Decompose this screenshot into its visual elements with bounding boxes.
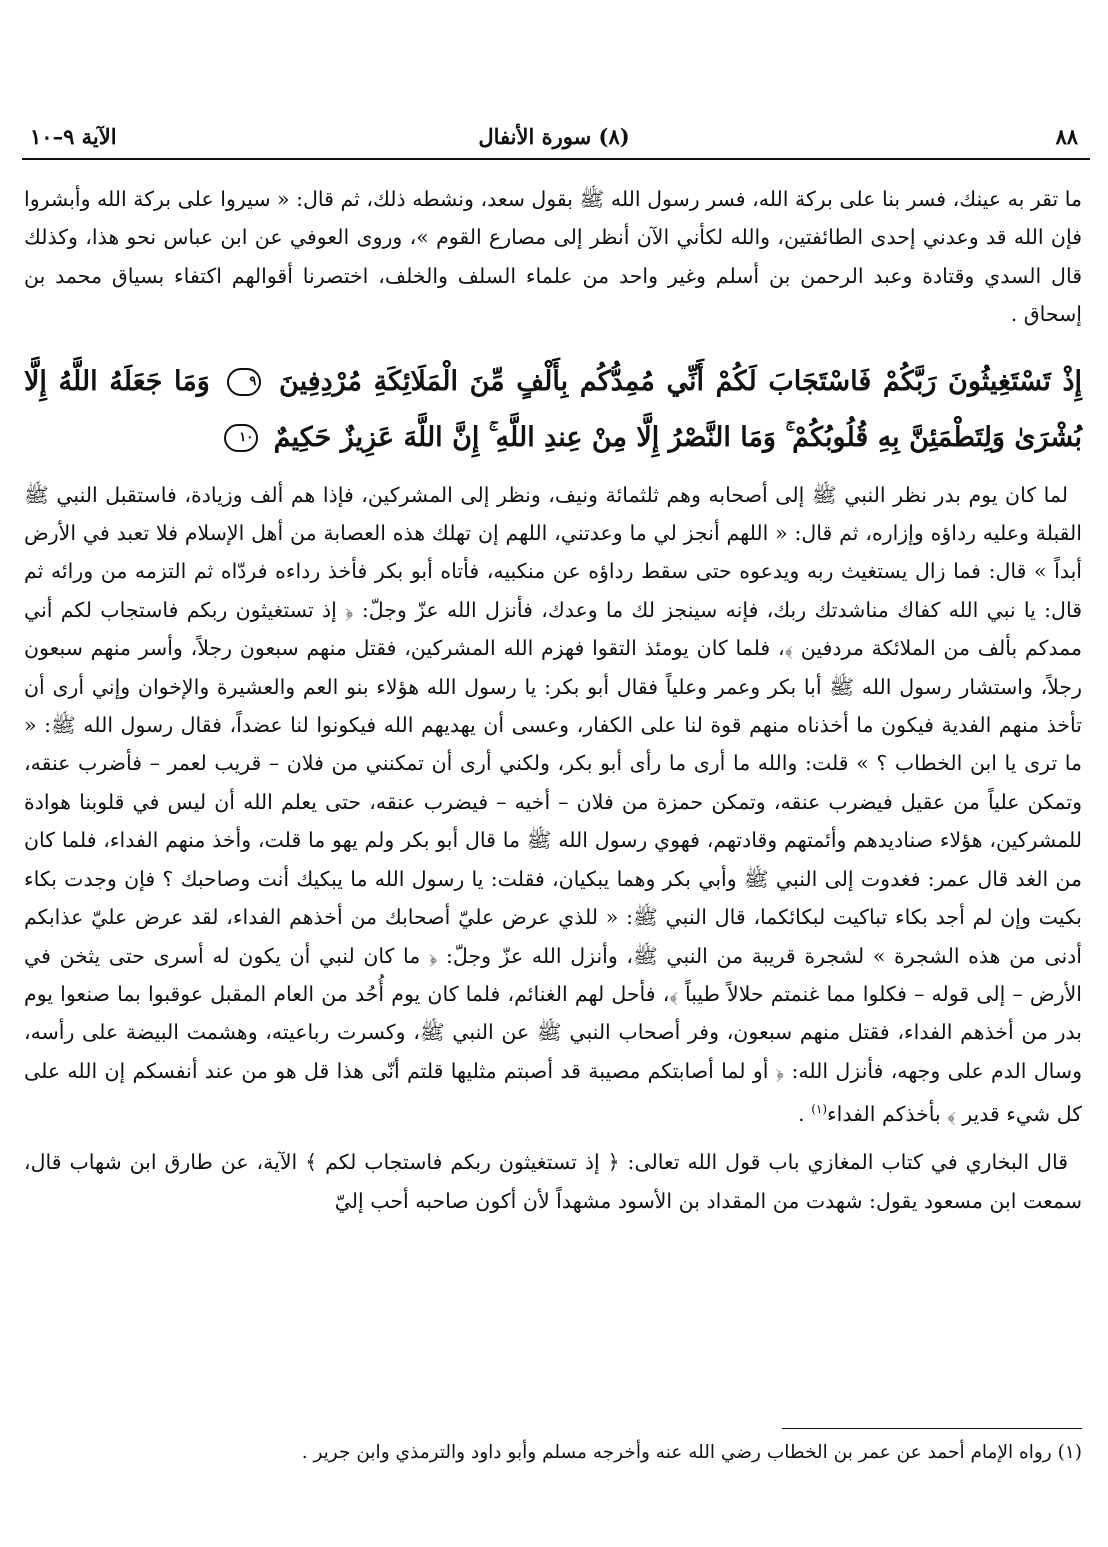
tafsir-paragraph (24, 476, 1082, 1134)
verse-part-2: وَمَا جَعَلَهُ اللَّهُ إِلَّا بُشْرَىٰ وَلِتَطْمَئِنَّ بِهِ قُلُوبُكُمْ ۚ وَمَا النَّصْرُ إِلَّا مِنْ عِندِ اللَّهِ ۚ إِنَّ اللَّهَ عَزِيزٌ حَكِيمٌ (24, 365, 1082, 453)
header-rule (22, 158, 1090, 160)
ayah-number-10: ١٠ (224, 424, 258, 452)
page-number: ٨٨ (1055, 124, 1078, 149)
ayah-range: الآية ٩–١٠ (30, 124, 117, 149)
footnote: (١) رواه الإمام أحمد عن عمر بن الخطاب رضي الله عنه وأخرجه مسلم وأبو داود والترمذي وابن جرير . (301, 1442, 1082, 1463)
page-header (30, 122, 1078, 156)
tafsir-text: لما كان يوم بدر نظر النبي ﷺ إلى أصحابه وهم ثلثمائة ونيف، ونظر إلى المشركين، فإذا هم ألف وزيادة، فاستقبل النبي ﷺ القبلة وعليه رداؤه وإزاره، ثم قال: « اللهم أنجز لي ما وعدتني، اللهم إن تهلك هذه العصابة من أهل الإسلام فلا تعبد في الأرض أبداً » قال: فما زال يستغيث ربه ويدعوه حتى سقط رداؤه عن منكبيه، فأتاه أبو بكر فأخذ رداءه فردّاه ثم التزمه من ورائه ثم قال: يا نبي الله كفاك مناشدتك ربك، فإنه سينجز لك ما وعدك، فأنزل الله عزّ وجلّ: ﴿ إذ تستغيثون ربكم فاستجاب لكم أني ممدكم بألف من الملائكة مردفين ﴾، فلما كان يومئذ التقوا فهزم الله المشركين، فقتل منهم سبعون رجلاً، وأسر منهم سبعون رجلاً، واستشار رسول الله ﷺ أبا بكر وعمر وعلياً فقال أبو بكر: يا رسول الله هؤلاء بنو العم والعشيرة والإخوان وإني أرى أن تأخذ منهم الفدية فيكون ما أخذناه منهم قوة لنا على الكفار، وعسى أن يهديهم الله فيكونوا لنا عضداً، فقال رسول الله ﷺ: « ما ترى يا ابن الخطاب ؟ » قلت: والله ما أرى ما رأى أبو بكر، ولكني أرى أن تمكنني من فلان – قريب لعمر – فأضرب عنقه، وتمكن علياً من عقيل فيضرب عنقه، وتمكن حمزة من فلان – أخيه – فيضرب عنقه، حتى يعلم الله أن ليس في قلوبنا هوادة للمشركين، هؤلاء صناديدهم وأئمتهم وقادتهم، فهوي رسول الله ﷺ ما قال أبو بكر ولم يهو ما قلت، وأخذ منهم الفداء، فلما كان من الغد قال عمر: فغدوت إلى النبي ﷺ وأبي بكر وهما يبكيان، فقلت: يا رسول الله ما يبكيك أنت وصاحبك ؟ فإن وجدت بكاء بكيت وإن لم أجد بكاء تباكيت لبكائكما، قال النبي ﷺ: « للذي عرض عليّ أصحابك من أخذهم الفداء، لقد عرض عليّ عذابكم أدنى من هذه الشجرة » لشجرة قريبة من النبي ﷺ، وأنزل الله عزّ وجلّ: ﴿ ما كان لنبي أن يكون له أسرى حتى يثخن في الأرض – إلى قوله – فكلوا مما غنمتم حلالاً طيباً ﴾، فأحل لهم الغنائم، فلما كان يوم أُحُد من العام المقبل عوقبوا بما صنعوا يوم بدر من أخذهم الفداء، فقتل منهم سبعون، وفر أصحاب النبي ﷺ عن النبي ﷺ، وكسرت رباعيته، وهشمت البيضة على رأسه، وسال الدم على وجهه، فأنزل الله: ﴿ أو لما أصابتكم مصيبة قد أصبتم مثليها قلتم أنّى هذا قل هو من عند أنفسكم إن الله على كل شيء قدير ﴾ بأخذكم الفداء (24, 482, 1082, 1126)
quran-verse (24, 354, 1082, 466)
verse-part-1: إِذْ تَسْتَغِيثُونَ رَبَّكُمْ فَاسْتَجَابَ لَكُمْ أَنِّي مُمِدُّكُم بِأَلْفٍ مِّنَ الْمَلَائِكَةِ مُرْدِفِينَ (279, 365, 1082, 397)
intro-paragraph: ما تقر به عينك، فسر بنا على بركة الله، فسر رسول الله ﷺ بقول سعد، ونشطه ذلك، ثم قال: « سيروا على بركة الله وأبشروا فإن الله قد وعدني إحدى الطائفتين، والله لكأني الآن أنظر إلى مصارع القوم »، وروى العوفي عن ابن عباس نحو هذا، وكذلك قال السدي وقتادة وعبد الرحمن بن أسلم وغير واحد من علماء السلف والخلف، اختصرنا أقوالهم اكتفاء بسياق محمد بن إسحاق . (24, 187, 1082, 327)
tafsir-end: . (798, 1101, 812, 1126)
bukhari-paragraph: قال البخاري في كتاب المغازي باب قول الله تعالى: ﴿ إذ تستغيثون ربكم فاستجاب لكم ﴾ الآية، عن طارق ابن شهاب قال، سمعت ابن مسعود يقول: شهدت من المقداد بن الأسود مشهداً لأن أكون صاحبه أحب إليّ (24, 1150, 1082, 1213)
footnote-rule (782, 1428, 1082, 1429)
surah-title: (٨) سورة الأنفال (478, 124, 630, 149)
ayah-number-9: ٩ (227, 368, 261, 396)
footnote-reference: (١) (811, 1102, 828, 1117)
page-content (24, 166, 1082, 1220)
